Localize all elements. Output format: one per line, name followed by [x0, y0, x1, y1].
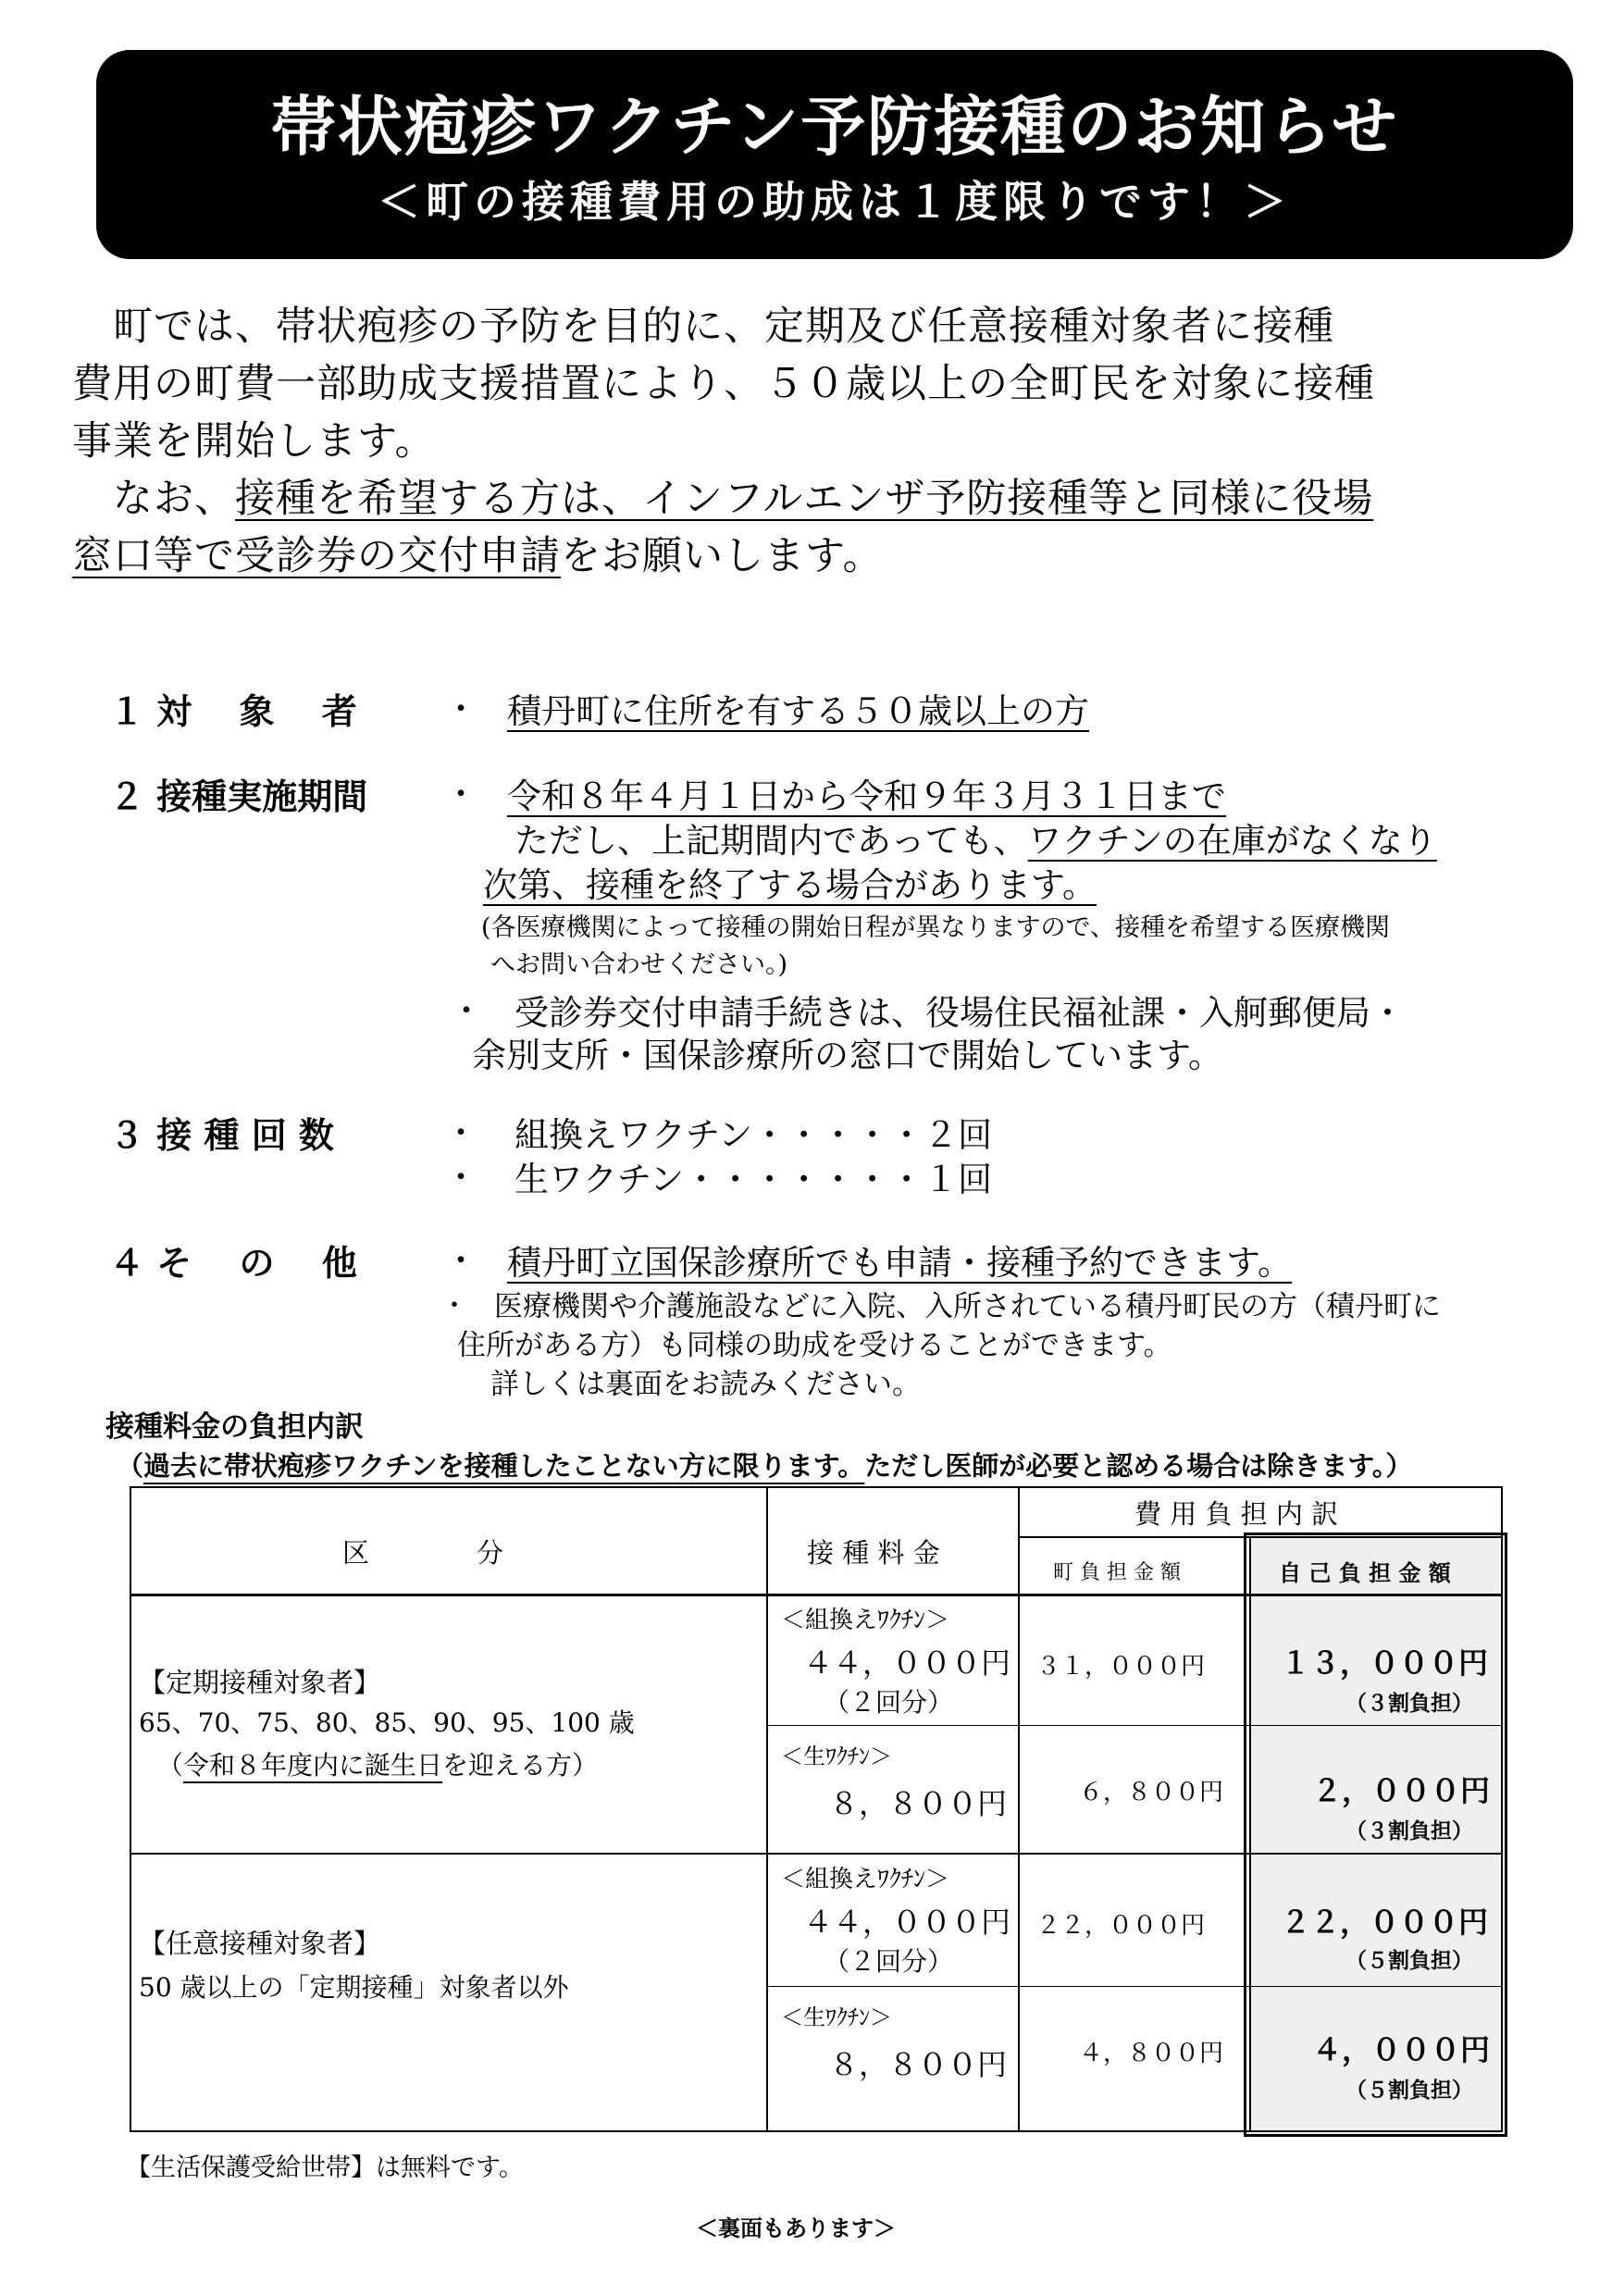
- g1r1-fee: ４４，０００円: [803, 1645, 1011, 1681]
- intro-line-4: なお、接種を希望する方は、インフルエンザ予防接種等と同様に役場: [113, 476, 1374, 522]
- g1r2-town: ６，８００円: [1079, 1779, 1224, 1806]
- fees-heading: 接種料金の負担内訳: [105, 1410, 364, 1444]
- intro-line-2: 費用の町費一部助成支援措置により、５０歳以上の全町民を対象に接種: [72, 361, 1375, 407]
- g1r1-self: １３，０００円: [1281, 1645, 1489, 1681]
- section-3-item-2: 生ワクチン・・・・・・・１回: [514, 1160, 993, 1199]
- page-footer: ＜裏面もあります＞: [696, 2215, 896, 2241]
- intro-line-1: 町では、帯状疱疹の予防を目的に、定期及び任意接種対象者に接種: [113, 304, 1334, 350]
- g2r1-town: ２２，０００円: [1036, 1912, 1206, 1940]
- g1r1-vaccine: ＜組換えﾜｸﾁﾝ＞: [781, 1607, 950, 1634]
- section-3-item-1: 組換えワクチン・・・・・２回: [514, 1115, 993, 1155]
- fees-footnote: 【生活保護受給世帯】は無料です。: [126, 2153, 524, 2182]
- header-self: 自 己 負 担 金 額: [1279, 1560, 1451, 1586]
- group-1-line-3: （令和８年度内に誕生日を迎える方）: [157, 1750, 599, 1781]
- header-town: 町 負 担 金 額: [1053, 1561, 1181, 1584]
- section-4-note-3: 詳しくは裏面をお読みください。: [490, 1368, 921, 1401]
- section-2-period: 令和８年４月１日から令和９年３月３１日まで: [507, 776, 1226, 816]
- intro-line-3: 事業を開始します。: [72, 418, 436, 465]
- section-2-apply-1: 受診券交付申請手続きは、役場住民福祉課・入舸郵便局・: [514, 993, 1405, 1033]
- section-2-bullet-2: ・: [450, 992, 484, 1030]
- group-2-title: 【任意接種対象者】: [139, 1928, 381, 1959]
- header-category: 区 分: [342, 1537, 504, 1569]
- header-fee: 接 種 料 金: [807, 1537, 940, 1569]
- section-2-paren-2: へお問い合わせください。): [490, 950, 788, 979]
- intro-line-5: 窓口等で受診券の交付申請をお願いします。: [72, 533, 884, 579]
- section-4-bullet-2: ・: [440, 1290, 468, 1322]
- g1r2-ratio: （３割負担）: [1345, 1819, 1473, 1843]
- header-breakdown: 費 用 負 担 内 訳: [1134, 1498, 1339, 1530]
- section-3-label: ３ 接 種 回 数: [109, 1115, 334, 1156]
- section-2-note-line-2: 次第、接種を終了する場合があります。: [483, 865, 1097, 905]
- g2r2-ratio: （５割負担）: [1345, 2079, 1473, 2103]
- g2r1-vaccine: ＜組換えﾜｸﾁﾝ＞: [781, 1866, 950, 1893]
- g2r1-self: ２２，０００円: [1281, 1905, 1489, 1940]
- section-1-bullet: ・: [444, 690, 478, 728]
- g1r2-vaccine: ＜生ﾜｸﾁﾝ＞: [781, 1744, 892, 1769]
- g2r2-fee: ８，８００円: [829, 2047, 1008, 2082]
- section-1-text: 積丹町に住所を有する５０歳以上の方: [507, 691, 1089, 731]
- intro-underline-1: 接種を希望する方は、インフルエンザ予防接種等と同様に役場: [235, 476, 1374, 522]
- g1r1-town: ３１，０００円: [1036, 1653, 1206, 1681]
- group-1-title: 【定期接種対象者】: [139, 1667, 381, 1698]
- g2r1-doses: （２回分）: [824, 1946, 954, 1977]
- section-2-note-line-1: ただし、上記期間内であっても、ワクチンの在庫がなくなり: [514, 821, 1437, 861]
- section-4-text: 積丹町立国保診療所でも申請・接種予約できます。: [507, 1243, 1293, 1283]
- group-1-line-2: 65、70、75、80、85、90、95、100 歳: [139, 1707, 635, 1738]
- section-4-note-2: 住所がある方）も同様の助成を受けることができます。: [457, 1329, 1172, 1362]
- g2r1-ratio: （５割負担）: [1345, 1949, 1473, 1973]
- page-title: 帯状疱疹ワクチン予防接種のお知らせ: [270, 89, 1399, 165]
- g1r2-self: ２，０００円: [1312, 1773, 1491, 1808]
- section-4-label: ４ そ の 他: [109, 1243, 357, 1284]
- section-2-paren-1: (各医療機関によって接種の開始日程が異なりますので、接種を希望する医療機関: [481, 913, 1390, 942]
- fees-condition: （過去に帯状疱疹ワクチンを接種したことない方に限ります。ただし医師が必要と認める場合は除きます。）: [117, 1450, 1413, 1482]
- section-3-bullet-1: ・: [444, 1114, 478, 1152]
- intro-text: [72, 298, 1571, 585]
- g2r2-vaccine: ＜生ﾜｸﾁﾝ＞: [781, 2004, 892, 2030]
- g2r1-fee: ４４，０００円: [803, 1905, 1011, 1940]
- section-4-note-1: 医療機関や介護施設などに入院、入所されている積丹町民の方（積丹町に: [494, 1290, 1441, 1323]
- g2r2-self: ４，０００円: [1312, 2032, 1491, 2067]
- section-2-bullet: ・: [444, 776, 478, 813]
- intro-underline-2: 窓口等で受診券の交付申請: [72, 533, 561, 579]
- title-banner: [96, 50, 1573, 259]
- page-subtitle: ＜町の接種費用の助成は１度限りです！＞: [378, 177, 1292, 227]
- g2r2-town: ４，８００円: [1079, 2040, 1224, 2067]
- g1r1-doses: （２回分）: [824, 1687, 954, 1718]
- section-4-bullet: ・: [444, 1242, 478, 1280]
- g1r1-ratio: （３割負担）: [1345, 1692, 1473, 1716]
- group-2-line-2: 50 歳以上の「定期接種」対象者以外: [139, 1972, 569, 2003]
- section-3-bullet-2: ・: [444, 1159, 478, 1197]
- section-2-label: ２ 接種実施期間: [109, 776, 368, 817]
- section-2-apply-2: 余別支所・国保診療所の窓口で開始しています。: [472, 1036, 1223, 1075]
- g1r2-fee: ８，８００円: [829, 1786, 1008, 1821]
- section-1-label: １ 対 象 者: [109, 691, 357, 732]
